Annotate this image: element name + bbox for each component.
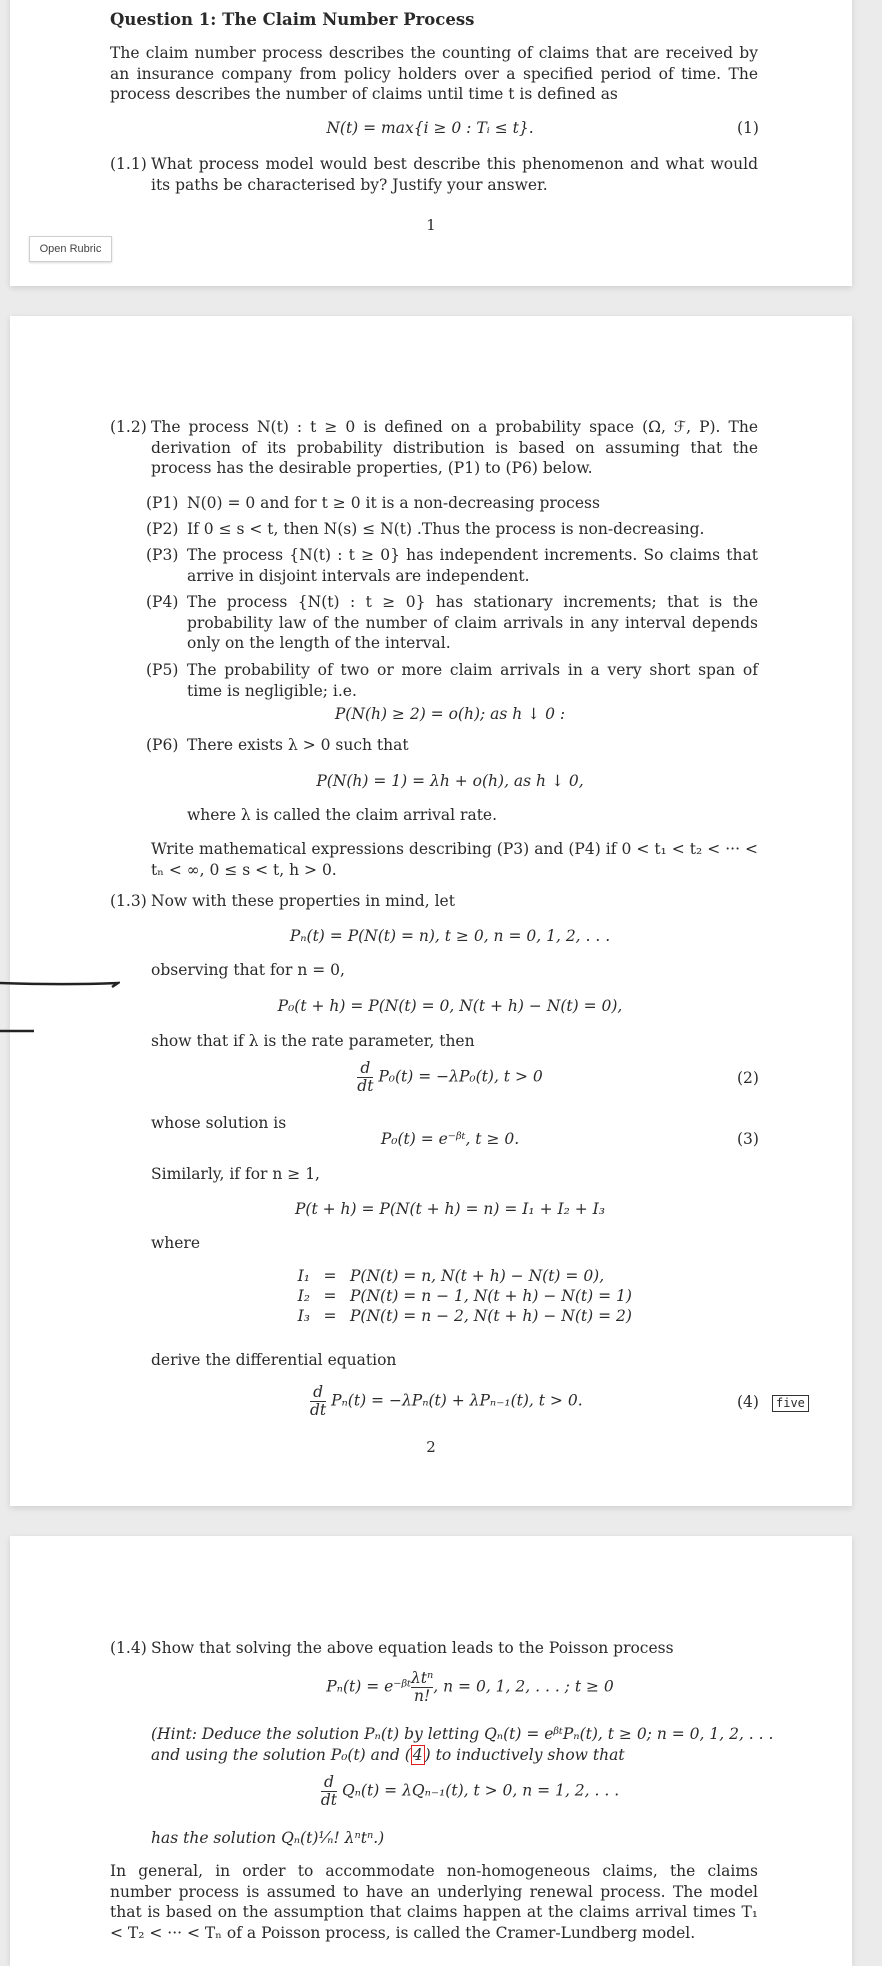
- open-rubric-button[interactable]: Open Rubric: [29, 236, 112, 262]
- property-label: (P4): [146, 593, 179, 611]
- i3-lhs: I₃: [297, 1307, 310, 1325]
- i1-eq: =: [323, 1267, 337, 1285]
- i3-rhs: P(N(t) = n − 2, N(t + h) − N(t) = 2): [350, 1307, 632, 1325]
- poisson-equation: Pₙ(t) = e⁻ᵝᵗ $\frac{\text{λtⁿ}}{n!}$ , n = 0, 1, 2, . . . ; t ≥ 0: [326, 1669, 614, 1705]
- equation-ref-link[interactable]: 4: [412, 1746, 423, 1764]
- derivative-fraction: $\frac{d}{dt}$: [357, 1059, 374, 1095]
- page-1: [10, 0, 852, 286]
- question-title: Question 1: The Claim Number Process: [110, 10, 475, 29]
- derive-text: derive the differential equation: [151, 1351, 397, 1369]
- derivative-fraction: $\frac{d}{dt}$: [310, 1383, 327, 1419]
- poisson-fraction: $\frac{\text{λtⁿ}}{n!}$: [410, 1669, 434, 1705]
- hint-line-1: (Hint: Deduce the solution Pₙ(t) by letting Qₙ(t) = eᵝᵗPₙ(t), t ≥ 0; n = 0, 1, 2, . . .: [151, 1725, 774, 1743]
- property-text: N(0) = 0 and for t ≥ 0 it is a non-decreasing process: [187, 494, 600, 512]
- property-label: (P5): [146, 661, 179, 679]
- property-label: (P1): [146, 494, 179, 512]
- p6-equation: P(N(h) = 1) = λh + o(h), as h ↓ 0,: [316, 772, 584, 790]
- i1-lhs: I₁: [297, 1267, 310, 1285]
- observing-text: observing that for n = 0,: [151, 961, 345, 979]
- property-text: If 0 ≤ s < t, then N(s) ≤ N(t) .Thus the process is non-decreasing.: [187, 520, 705, 538]
- equation-4-number: (4): [737, 1393, 759, 1411]
- equation-2: $\frac{d}{dt}$ P₀(t) = −λP₀(t), t > 0: [357, 1059, 543, 1095]
- page-number: 2: [426, 1438, 436, 1456]
- five-annotation-tag[interactable]: five: [772, 1395, 809, 1412]
- p0-definition: P₀(t + h) = P(N(t) = 0, N(t + h) − N(t) = 0),: [277, 997, 623, 1015]
- q1-2-number: (1.2): [110, 418, 147, 436]
- has-solution-text: has the solution Qₙ(t)¹⁄ₙ! λⁿtⁿ.): [151, 1829, 385, 1847]
- lambda-note: where λ is called the claim arrival rate.: [187, 806, 498, 824]
- derivative-fraction: $\frac{d}{dt}$: [320, 1773, 337, 1809]
- where-text: where: [151, 1234, 201, 1252]
- property-text: The process {N(t) : t ≥ 0} has independent increments. So claims that arrive in disjoint intervals are independent.: [187, 546, 758, 585]
- q1-2-text: The process N(t) : t ≥ 0 is defined on a probability space (Ω, ℱ, P). The derivation of its probability distribution is based on assuming that the process has the desirable properties, (P1) to (P6) below.: [151, 418, 758, 477]
- property-text: The probability of two or more claim arrivals in a very short span of time is negligible; i.e.: [187, 661, 758, 700]
- i2-eq: =: [323, 1287, 337, 1305]
- equation-2-number: (2): [737, 1069, 759, 1087]
- write-expressions: Write mathematical expressions describing (P3) and (P4) if 0 < t₁ < t₂ < ··· < tₙ < ∞, 0 ≤ s < t, h > 0.: [151, 840, 758, 879]
- i1-rhs: P(N(t) = n, N(t + h) − N(t) = 0),: [350, 1267, 605, 1285]
- property-label: (P6): [146, 736, 179, 754]
- equation-1: N(t) = max{i ≥ 0 : Tᵢ ≤ t}.: [326, 119, 534, 137]
- i2-lhs: I₂: [297, 1287, 310, 1305]
- hint-line-2: and using the solution P₀(t) and ( 4 ) to inductively show that: [151, 1746, 625, 1764]
- page-2: [10, 316, 852, 1506]
- q-equation: $\frac{d}{dt}$ Qₙ(t) = λQₙ₋₁(t), t > 0, n = 1, 2, . . .: [320, 1773, 620, 1809]
- q1-3-text: Now with these properties in mind, let: [151, 892, 455, 910]
- intro-paragraph: The claim number process describes the counting of claims that are received by an insurance company from policy holders over a specified period of time. The process describes the number of claims until time t is defined as: [110, 44, 758, 103]
- q1-4-number: (1.4): [110, 1639, 147, 1657]
- i2-rhs: P(N(t) = n − 1, N(t + h) − N(t) = 1): [350, 1287, 632, 1305]
- pen-annotation-marks: [0, 975, 120, 1035]
- q1-1-number: (1.1): [110, 155, 147, 173]
- equation-1-number: (1): [737, 119, 759, 137]
- property-label: (P3): [146, 546, 179, 564]
- q1-1-text: What process model would best describe this phenomenon and what would its paths be characterised by? Justify your answer.: [151, 155, 758, 194]
- q1-4-text: Show that solving the above equation leads to the Poisson process: [151, 1639, 674, 1657]
- property-text: There exists λ > 0 such that: [187, 736, 409, 754]
- i3-eq: =: [323, 1307, 337, 1325]
- q1-3-number: (1.3): [110, 892, 147, 910]
- page-number: 1: [426, 216, 436, 234]
- pn-definition: Pₙ(t) = P(N(t) = n), t ≥ 0, n = 0, 1, 2, . . .: [289, 927, 611, 945]
- property-text: The process {N(t) : t ≥ 0} has stationary increments; that is the probability law of the number of claim arrivals in any interval depends only on the length of the interval.: [187, 593, 758, 652]
- equation-3-number: (3): [737, 1130, 759, 1148]
- equation-4: $\frac{d}{dt}$ Pₙ(t) = −λPₙ(t) + λPₙ₋₁(t), t > 0.: [310, 1383, 583, 1419]
- equation-3: P₀(t) = e⁻ᵝᵗ, t ≥ 0.: [380, 1130, 520, 1148]
- general-paragraph: In general, in order to accommodate non-homogeneous claims, the claims number process is assumed to have an underlying renewal process. The model that is based on the assumption that claims happen at the claims arrival times T₁ < T₂ < ··· < Tₙ of a Poisson process, is called the Cramer-Lundberg model.: [110, 1862, 758, 1942]
- page-3: [10, 1536, 852, 1966]
- whose-solution-text: whose solution is: [151, 1114, 287, 1132]
- show-that-text: show that if λ is the rate parameter, then: [151, 1032, 475, 1050]
- sum-equation: P(t + h) = P(N(t + h) = n) = I₁ + I₂ + I₃: [294, 1200, 605, 1218]
- property-label: (P2): [146, 520, 179, 538]
- p5-equation: P(N(h) ≥ 2) = o(h); as h ↓ 0 :: [334, 705, 566, 723]
- similarly-text: Similarly, if for n ≥ 1,: [151, 1165, 320, 1183]
